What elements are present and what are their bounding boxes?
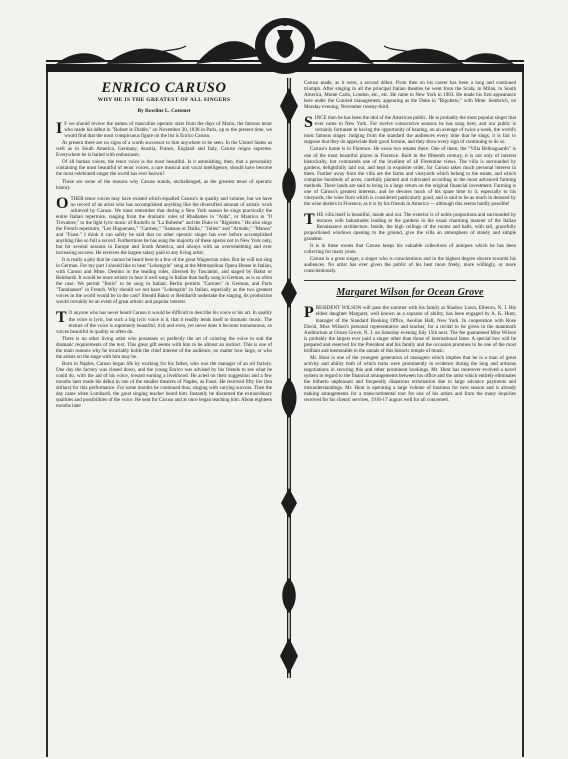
drop-cap: O	[56, 194, 69, 212]
paragraph: At present there are no signs of a worth successor to him anywhere to be seen. In the United States as well as in South America, Germany, Austria, France, England and Italy, Caruso reigns supreme. Everywhere he is hailed with enthusiasm.	[56, 140, 272, 159]
ornamental-header	[46, 8, 524, 78]
paragraph: Born in Naples, Caruso began life by working for his father, who was the manager of an oil factory. One day the factory was closed down, and the young Enrico was advised by his friends to see what he could do, with the aid of his voice, toward earning a livelihood. He acted on their suggestion and a few months later made his début in one of the smaller theatres of Naples, as Faust. He received fifty lire (ten dollars) for this performance. For some months he continued thus, singing with varying success. Then the day came when Lombardi, the great singing teacher heard him. Instantly he discerned the extraordinary qualities and possibilities of the voice. He sent for Caruso and at once began teaching him. About eighteen months later	[56, 360, 272, 410]
paragraph: T O anyone who has never heard Caruso it would be difficult to describe his voice or his art. In quality the voice is lyric, but such a big lyric voice is it, that it readily lends itself to dramatic music. The texture of the voice is supremely beautiful, rich and even, yet never does it become monotonous, so voices beautiful in quality so often do.	[56, 309, 272, 335]
paragraph: PRESIDENT WILSON will pass the summer with his family at Shadow Lawn, Elberon, N. J. His eldest daughter Margaret, well known as a soprano of ability, has been engaged by A. K. Hunt, manager of the Standard Booking Office, Aeolian Hall, New York. In cooperation with Rose David, Miss Wilson's personal representative and teacher, for a recital to be given in the mammoth Auditorium at Ocean Grove, N. J. on Saturday evening July 15th next. The fee guaranteed Miss Wilson is probably the largest ever paid a singer other than those of international fame. A special box will be prepared and reserved for the President and his family and the occasion promises to be one of the most brilliant and memorable in the annals of this historic temple of music.	[304, 304, 516, 354]
article-title: ENRICO CARUSO	[101, 80, 227, 96]
paragraph: SINCE then he has been the idol of the American public. He is probably the most popular singer that ever came to New York. For twelve consecutive seasons he has sung here, and our public is certainly fortunate in having the opportunity of hearing, on an average of twice a week, the world's most famous singer. Judging from the standard the audiences every time that he sings, it is fair to suppose that they do appreciate their good fortune, and they show every sign of continuing to do so.	[304, 114, 516, 146]
article-title: Margaret Wilson for Ocean Grove	[336, 287, 484, 299]
section-divider	[304, 280, 516, 281]
drop-cap: T	[304, 210, 315, 228]
drop-cap: S	[304, 114, 313, 132]
left-column	[56, 80, 272, 748]
drop-cap: T	[56, 309, 67, 327]
drop-cap: I	[56, 120, 63, 138]
paragraph: Mr. Hunt is one of the youngest generation of managers which implies that he is a man of great activity and ability both of which traits were prominently in evidence during the long and arduous negotiations in securing this and other prominent bookings. Mr. Hunt has moreover evolved a novel system in regard to the financial arrangements between his office and the artist which entirely eliminates the hitherto unpleasant and frequently disastrous termination due to large advance payments and misunderstandings. Mr. Hunt is operating a large volume of business for next season and is already making arrangements for a transcontinental tour for one of his artists and from the many inquiries received for his clients' services, 1916-17 augurs well for all concerned.	[304, 354, 516, 404]
right-column	[304, 80, 516, 748]
paragraph: It is in these rooms that Caruso keeps his valuable collections of antiques which he has been collecting for many years.	[304, 243, 516, 256]
article-byline: By Rowline L. Cottenet	[137, 108, 191, 115]
paragraph: There is no other living artist who possesses so perfectly the art of coloring the voice to suit the dramatic requirements of the text. This great gift seems with him to be almost an instinct. This is one of the main reasons why he invariably holds the chief interest of the audience, no matter how large, or who the artists on the stage with him may be.	[56, 335, 272, 360]
drop-cap: P	[304, 304, 314, 322]
article-subtitle: WHY HE IS THE GREATEST OF ALL SINGERS	[97, 97, 231, 103]
column-divider-ornament	[278, 78, 300, 678]
paragraph: OTHER tenor voices may have existed which equalled Caruso's in quality and volume, but we have no record of an artist who has accomplished anything like the diversified amount of artistic work achieved by Caruso. We must remember that during a New York season he sings practically the entire Italian repertoire, ranging from the dramatic roles of Rhadames in "Aida", or Manrico in "Il Trovatore," to the light lyric music of Rodolfo in "La Boheme" and the Duke in "Rigoletto." He also sings the French repertoire, "Les Huguenots," "Carmen," "Samson et Dalila," "Julien" and "Armide," "Manon" and "Faust." I think it can safely be said that no other operatic singer has ever before accomplished anything like so full a record. Furthermore he has sung the majority of these operas not in New York only, but for several seasons in Europe and South America, and always with an overwhelming and ever increasing success. He receives the largest salary paid to any living artist.	[56, 194, 272, 257]
paragraph: Caruso is a great singer, a singer who is conscientious and in the highest degree sincere towards his audiences. No artist has ever given the public of his best more freely, more willingly, or more conscientiously.	[304, 256, 516, 275]
paragraph: THE villa itself is beautiful, inside and out. The exterior is of noble proportions and surrounded by terraces with balustrades leading to the gardens in the usual charming manner of the Italian Renaissance architecture. Inside, the high ceilings of the rooms and halls, with tall, gracefully proportioned windows opening to the ground, give the villa an atmosphere of stately and simple grandeur.	[304, 210, 516, 243]
left-border	[46, 72, 48, 757]
paragraph: It is really a pity that he cannot be heard here in a few of the great Wagnerian roles. But he will not sing in German. For my part I should like to hear "Lohengrin" sung at the Metropolitan Opera House in Italian, with Caruso and Mme. Destinn in the leading roles, directed by Toscanini, and staged by Bakst or Reinhardt. It would be more artistic to hear it well sung in Italian than badly sung in German, as is so often the case. We permit "Boris" to be sung in Italian; Berlin permits "Carmen" in German, and Paris "Tannhauser" in French. Why should we not have "Lohengrin" in Italian, especially as the two greatest voices in the world would be in the cast? Should Bakst or Reinhardt undertake the staging, its production would certainly be an event of great artistic and popular interest.	[56, 257, 272, 306]
right-border	[522, 72, 524, 757]
paragraph: Caruso made, as it were, a second début. From then on his career has been a long and continued triumph. After singing in all the principal Italian theatres he went from the Scala, in Milan, to South America, Monte Carlo, London, etc., etc. He came to New York in 1903. He made his first appearance here under the Conried management, appearing as the Duke in "Rigoletto," with Mme. Sembrich, on Monday evening, November twenty-third.	[304, 80, 516, 111]
paragraph: I F we should review the names of masculine operatic stars from the days of Mario, the famous tenor who made his début in "Robert le Diable," on November 30, 1838 in Paris, up to the present time, we would find that the most conspicuous figure on the list is Enrico Caruso.	[56, 120, 272, 140]
paragraph: Of all human voices, the tenor voice is the most beautiful. Is it astonishing, then, that a personality containing the most beautiful of tenor voices, a rare musical and vocal intelligence, should have become the most celebrated singer the world has ever known?	[56, 159, 272, 178]
paragraph: These are some of the reasons why Caruso stands, unchallenged, as the greatest tenor of operatic history.	[56, 178, 272, 191]
paragraph: Caruso's home is in Florence. He owns two estates there. One of them, the "Villa Bellosguardo" is one of the most beautiful places in Florence. Built in the fifteenth century, it is not only of interest historically, but commands one of the loveliest of all Florentine views. The villa is surrounded by gardens, delightfully laid out, and kept in exquisite order, for Caruso takes much personal interest in them. Further away from the villa are the farms and vineyards which belong to the estate, and which comprise hundreds of acres, carefully planted and cultivated according to the most advanced farming methods. There lands are said to bring in a large return on the original financial investment. Farming is one of Caruso's greatest interests, and he devotes much of his spare time to it, especially to his vineyards, the wine from which is considered particularly good, and is said to be as much in demand by the wine dealers in Florence, as it is by his friends in America — although this seems hardly possible!	[304, 146, 516, 207]
